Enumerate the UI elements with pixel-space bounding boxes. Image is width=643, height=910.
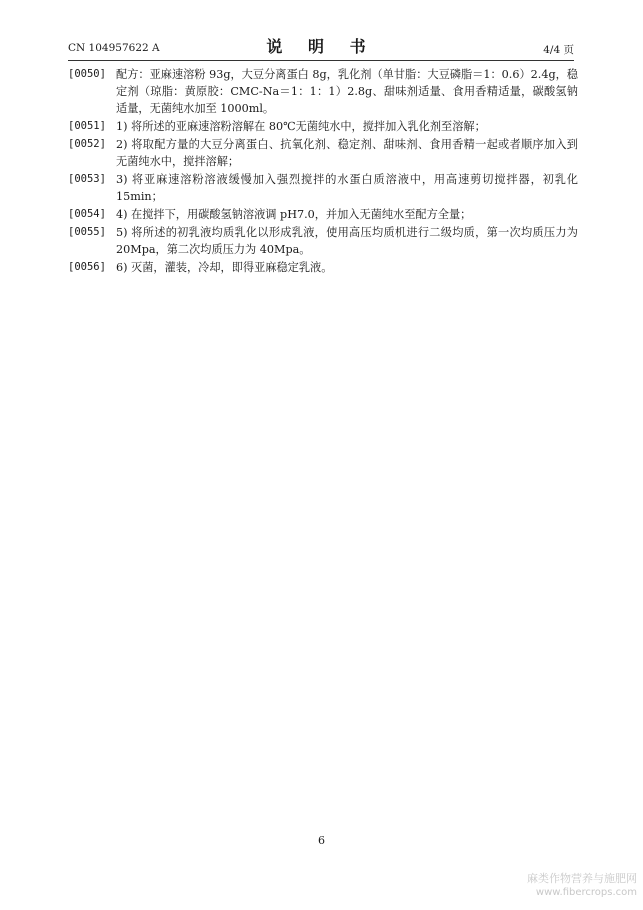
watermark-site-name: 麻类作物营养与施肥网 [527, 872, 637, 885]
paragraph-number: [0050] [68, 68, 106, 80]
paragraph-number: [0053] [68, 173, 106, 185]
paragraph-text: 2) 将取配方量的大豆分离蛋白、抗氧化剂、稳定剂、甜味剂、食用香精一起或者顺序加入到无菌纯水中，搅拌溶解； [116, 138, 578, 168]
page-number: 6 [318, 834, 325, 847]
paragraph-text: 配方：亚麻速溶粉 93g，大豆分离蛋白 8g，乳化剂（单甘脂：大豆磷脂＝1：0.6）2.4g，稳定剂（琼脂：黄原胶：CMC-Na＝1：1：1）2.8g、甜味剂适量、食用香精适量，碳酸氢钠适量，无菌纯水加至 1000ml。 [116, 68, 578, 115]
paragraph-0050 [68, 66, 578, 117]
document-number: CN 104957622 A [68, 42, 160, 54]
document-body [68, 66, 578, 277]
paragraph-0054 [68, 206, 578, 223]
watermark-url: www.fibercrops.com [535, 887, 637, 898]
paragraph-number: [0056] [68, 261, 106, 273]
paragraph-0051 [68, 118, 578, 135]
watermark [527, 872, 637, 900]
paragraph-number: [0055] [68, 226, 106, 238]
paragraph-number: [0052] [68, 138, 106, 150]
paragraph-number: [0054] [68, 208, 106, 220]
document-title: 说 明 书 [266, 37, 376, 56]
paragraph-text: 3) 将亚麻速溶粉溶液缓慢加入强烈搅拌的水蛋白质溶液中，用高速剪切搅拌器，初乳化 15min； [116, 173, 578, 203]
paragraph-text: 5) 将所述的初乳液均质乳化以形成乳液，使用高压均质机进行二级均质，第一次均质压力为 20Mpa，第二次均质压力为 40Mpa。 [116, 226, 578, 256]
paragraph-0052 [68, 136, 578, 170]
paragraph-0053 [68, 171, 578, 205]
paragraph-0056 [68, 259, 578, 276]
paragraph-number: [0051] [68, 120, 106, 132]
paragraph-text: 1) 将所述的亚麻速溶粉溶解在 80℃无菌纯水中，搅拌加入乳化剂至溶解； [116, 120, 486, 133]
paragraph-0055 [68, 224, 578, 258]
page-of-count: 4/4 页 [543, 44, 574, 56]
paragraph-text: 4) 在搅拌下，用碳酸氢钠溶液调 pH7.0，并加入无菌纯水至配方全量； [116, 208, 472, 221]
paragraph-text: 6) 灭菌，灌装，冷却，即得亚麻稳定乳液。 [116, 261, 333, 274]
header-rule [68, 60, 574, 61]
page-header [68, 30, 574, 58]
